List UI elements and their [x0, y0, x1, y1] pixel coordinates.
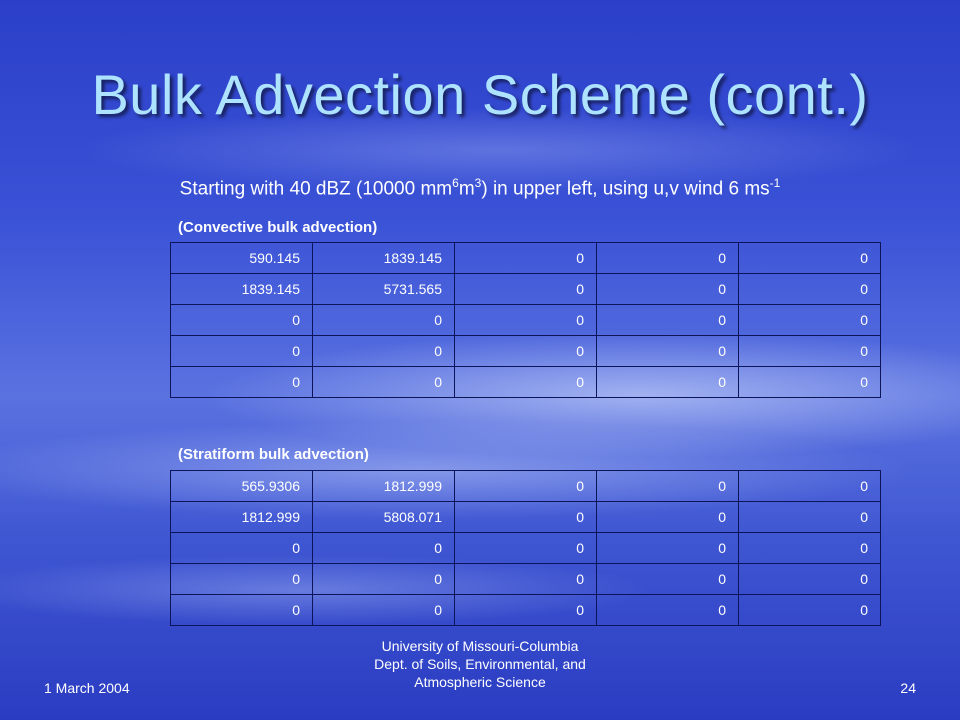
table-cell: 0: [455, 243, 597, 274]
table-cell: 0: [597, 564, 739, 595]
table-cell: 0: [313, 336, 455, 367]
table-cell: 0: [171, 305, 313, 336]
table-cell: 0: [597, 274, 739, 305]
table-cell: 0: [313, 595, 455, 626]
table-cell: 0: [313, 367, 455, 398]
table-cell: 0: [739, 367, 881, 398]
slide-number: 24: [900, 680, 916, 696]
table-cell: 0: [597, 502, 739, 533]
table-cell: 565.9306: [171, 471, 313, 502]
table-row: [171, 336, 881, 367]
table-row: [171, 533, 881, 564]
table-cell: 0: [313, 564, 455, 595]
table-cell: 0: [739, 471, 881, 502]
table-cell: 0: [455, 502, 597, 533]
subtitle-text-3: ) in upper left, using u,v wind 6 ms: [481, 178, 770, 200]
table-cell: 0: [597, 471, 739, 502]
table-cell: 0: [597, 595, 739, 626]
table-cell: 0: [597, 367, 739, 398]
table-cell: 0: [739, 564, 881, 595]
table-cell: 0: [455, 564, 597, 595]
table-row: [171, 502, 881, 533]
table-cell: 5731.565: [313, 274, 455, 305]
table-cell: 0: [455, 336, 597, 367]
table-cell: 0: [455, 305, 597, 336]
footer-org-line-1: University of Missouri-Columbia: [381, 638, 579, 654]
footer-organization: [330, 637, 630, 691]
table-cell: 0: [313, 533, 455, 564]
table-row: [171, 471, 881, 502]
subtitle-superscript-2: 3: [474, 176, 482, 190]
table-row: [171, 305, 881, 336]
table-cell: 0: [739, 243, 881, 274]
slide-subtitle: [0, 176, 960, 200]
table-cell: 590.145: [171, 243, 313, 274]
convective-table-label: (Convective bulk advection): [178, 219, 378, 236]
footer-org-line-3: Atmospheric Science: [414, 674, 546, 690]
table-cell: 0: [171, 533, 313, 564]
table-row: [171, 243, 881, 274]
table-cell: 0: [455, 595, 597, 626]
table-cell: 0: [171, 367, 313, 398]
slide-title: Bulk Advection Scheme (cont.): [91, 63, 869, 126]
table-cell: 0: [739, 336, 881, 367]
table-row: [171, 564, 881, 595]
table-cell: 0: [739, 595, 881, 626]
subtitle-text-1: Starting with 40 dBZ (10000 mm: [179, 178, 453, 200]
footer-org-line-2: Dept. of Soils, Environmental, and: [374, 656, 586, 672]
table-cell: 0: [171, 564, 313, 595]
table-row: [171, 595, 881, 626]
table-cell: 0: [455, 367, 597, 398]
table-cell: 0: [171, 336, 313, 367]
table-cell: 0: [597, 336, 739, 367]
subtitle-superscript-1: 6: [452, 176, 459, 190]
table-cell: 1812.999: [171, 502, 313, 533]
table-cell: 0: [597, 243, 739, 274]
table-cell: 0: [597, 305, 739, 336]
table-cell: 0: [739, 502, 881, 533]
subtitle-text-2: m: [458, 178, 475, 200]
footer-date: 1 March 2004: [44, 680, 130, 696]
table-cell: 0: [597, 533, 739, 564]
table-cell: 0: [739, 533, 881, 564]
table-cell: 5808.071: [313, 502, 455, 533]
stratiform-table-label: (Stratiform bulk advection): [178, 446, 369, 463]
table-cell: 0: [739, 305, 881, 336]
table-cell: 0: [455, 533, 597, 564]
table-cell: 1839.145: [171, 274, 313, 305]
table-cell: 0: [739, 274, 881, 305]
table-cell: 1839.145: [313, 243, 455, 274]
stratiform-table: [170, 470, 881, 626]
subtitle-superscript-3: -1: [769, 176, 781, 190]
table-cell: 0: [313, 305, 455, 336]
table-row: [171, 367, 881, 398]
table-cell: 0: [171, 595, 313, 626]
table-row: [171, 274, 881, 305]
table-cell: 1812.999: [313, 471, 455, 502]
table-cell: 0: [455, 471, 597, 502]
convective-table: [170, 242, 881, 398]
table-cell: 0: [455, 274, 597, 305]
